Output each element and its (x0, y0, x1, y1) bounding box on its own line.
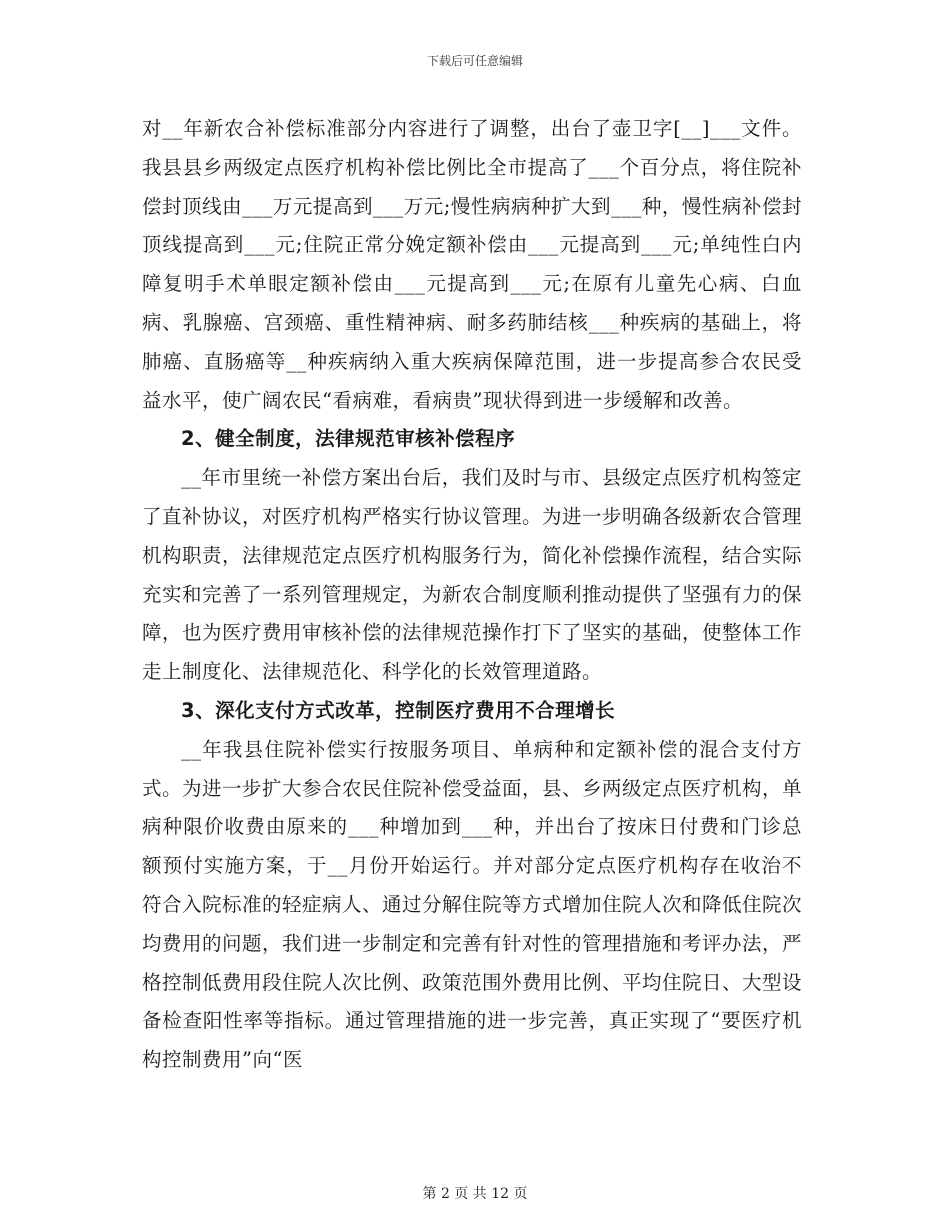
section-heading-2: 2、健全制度，法律规范审核补偿程序 (181, 427, 516, 451)
paragraph-system-regulation: __年市里统一补偿方案出台后，我们及时与市、县级定点医疗机构签定了直补协议，对医疗机构严格实行协议管理。为进一步明确各级新农合管理机构职责，法律规范定点医疗机构服务行为，简化补偿操作流程，结合实际充实和完善了一系列管理规定，为新农合制度顺利推动提供了坚强有力的保障，也为医疗费用审核补偿的法律规范操作打下了坚实的基础，使整体工作走上制度化、法律规范化、科学化的长效管理道路。 (142, 466, 803, 684)
section-heading-3: 3、深化支付方式改革，控制医疗费用不合理增长 (181, 698, 616, 722)
document-body (142, 110, 802, 1080)
page-header: 下载后可任意编辑 (426, 54, 523, 68)
page-number-footer: 第 2 页 共 12 页 (422, 1186, 528, 1202)
paragraph-compensation-adjustment: 对__年新农合补偿标准部分内容进行了调整，出台了壶卫字[__]___文件。我县县乡两级定点医疗机构补偿比例比全市提高了___个百分点，将住院补偿封顶线由___万元提高到___万元;慢性病病种扩大到___种，慢性病补偿封顶线提高到___元;住院正常分娩定额补偿由___元提高到___元;单纯性白内障复明手术单眼定额补偿由___元提高到___元;在原有儿童先心病、白血病、乳腺癌、宫颈癌、重性精神病、耐多药肺结核___种疾病的基础上，将肺癌、直肠癌等__种疾病纳入重大疾病保障范围，进一步提高参合农民受益水平，使广阔农民“看病难，看病贵”现状得到进一步缓解和改善。 (142, 117, 802, 412)
paragraph-payment-reform: __年我县住院补偿实行按服务项目、单病种和定额补偿的混合支付方式。为进一步扩大参合农民住院补偿受益面，县、乡两级定点医疗机构，单病种限价收费由原来的___种增加到___种，并出台了按床日付费和门诊总额预付实施方案，于__月份开始运行。并对部分定点医疗机构存在收治不符合入院标准的轻症病人、通过分解住院等方式增加住院人次和降低住院次均费用的问题，我们进一步制定和完善有针对性的管理措施和考评办法，严格控制低费用段住院人次比例、政策范围外费用比例、平均住院日、大型设备检查阳性率等指标。通过管理措施的进一步完善，真正实现了“要医疗机构控制费用”向“医 (142, 737, 803, 1072)
